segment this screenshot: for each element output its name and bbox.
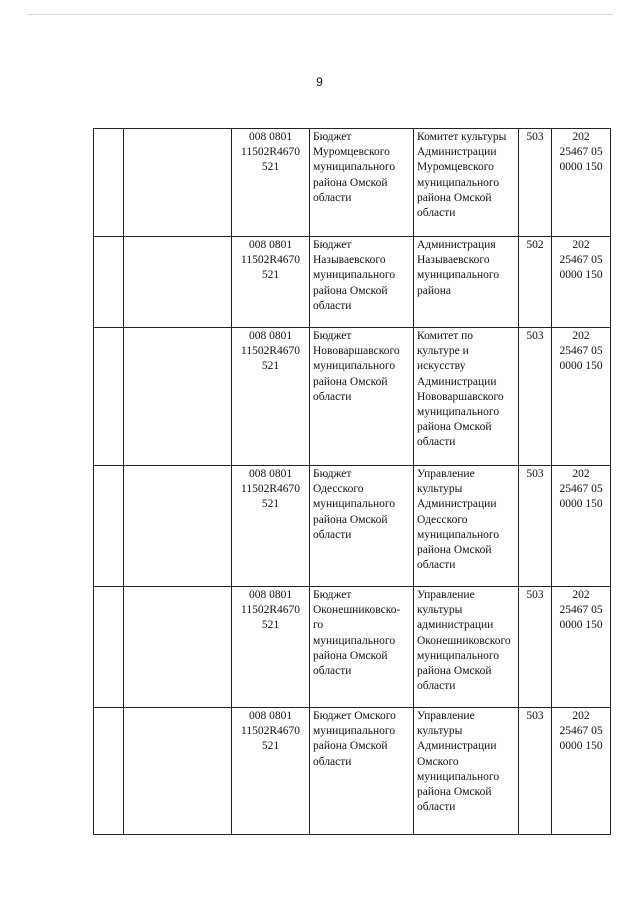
budget-code-cell (232, 587, 310, 708)
cell-text-line: го (313, 619, 324, 632)
cell-text-line: культуры (417, 483, 463, 496)
cell-text-line: района Омской (313, 513, 388, 526)
empty-cell (94, 466, 124, 587)
cell-text-line: Называевского (417, 254, 490, 267)
cell-text-line: 11502R4670 (241, 345, 300, 358)
revenue-code-cell (552, 708, 611, 835)
cell-text-line: муниципального (417, 176, 500, 189)
cell-text-line: области (417, 801, 456, 814)
empty-cell (124, 466, 232, 587)
recipient-budget-cell (310, 237, 414, 328)
cell-text-line: 11502R4670 (241, 604, 300, 617)
administrator-cell (414, 587, 519, 708)
table-row (94, 328, 611, 466)
cell-text-line: Управление (417, 589, 475, 601)
empty-cell (94, 708, 124, 835)
cell-text-line: Администрации (417, 375, 497, 388)
admin-code-cell: 503 (519, 129, 552, 237)
recipient-budget-cell (310, 129, 414, 237)
cell-text-line: Комитет по (417, 330, 473, 342)
cell-text-line: 25467 05 (559, 483, 603, 496)
cell-text-line: 11502R4670 (241, 146, 300, 159)
cell-text-line: 202 (572, 589, 590, 601)
cell-text-line: района Омской (313, 375, 388, 388)
cell-text-line: района Омской (313, 649, 388, 662)
cell-text-line: 202 (572, 239, 590, 251)
cell-text-line: Называевского (313, 254, 386, 267)
budget-code-cell (232, 129, 310, 237)
budget-code-cell (232, 328, 310, 466)
cell-text-line: 0000 150 (559, 161, 603, 174)
cell-text-line: культуры (417, 604, 463, 617)
budget-code-cell (232, 708, 310, 835)
cell-text-line: Нововаршавского (417, 390, 504, 403)
cell-text-line: района Омской (417, 665, 492, 678)
cell-text-line: района Омской (417, 786, 492, 799)
cell-text-line: муниципального (313, 161, 396, 174)
table-row (94, 466, 611, 587)
cell-text-line: Бюджет (313, 468, 352, 480)
table-row (94, 237, 611, 328)
empty-cell (124, 587, 232, 708)
recipient-budget-cell (310, 466, 414, 587)
administrator-cell (414, 237, 519, 328)
cell-text-line: муниципального (417, 770, 500, 783)
cell-text-line: Бюджет (313, 239, 352, 251)
cell-text-line: 521 (261, 161, 280, 174)
cell-text-line: области (313, 299, 352, 312)
cell-text-line: Одесского (417, 513, 468, 526)
cell-text-line: муниципального (313, 634, 396, 647)
empty-cell (124, 328, 232, 466)
admin-code-cell: 503 (519, 466, 552, 587)
cell-text-line: 11502R4670 (241, 254, 300, 267)
recipient-budget-cell (310, 587, 414, 708)
cell-text-line: района Омской (417, 421, 492, 434)
empty-cell (94, 237, 124, 328)
cell-text-line: района Омской (417, 544, 492, 557)
allocation-table (93, 128, 611, 835)
cell-text-line: Оконешниковско- (313, 604, 401, 617)
cell-text-line: района (417, 284, 452, 297)
administrator-cell (414, 328, 519, 466)
cell-text-line: 0000 150 (559, 740, 603, 753)
cell-text-line: района Омской (313, 176, 388, 189)
recipient-budget-cell (310, 708, 414, 835)
cell-text-line: 008 0801 (248, 468, 293, 480)
recipient-budget-cell (310, 328, 414, 466)
revenue-code-cell (552, 129, 611, 237)
cell-text-line: Бюджет (313, 589, 352, 601)
cell-text-line: района Омской (417, 191, 492, 204)
cell-text-line: района Омской (313, 740, 388, 753)
administrator-cell (414, 708, 519, 835)
cell-text-line: района Омской (313, 284, 388, 297)
cell-text-line: 11502R4670 (241, 725, 300, 738)
cell-text-line: 25467 05 (559, 604, 603, 617)
cell-text-line: Омского (417, 755, 459, 768)
admin-code-cell: 503 (519, 328, 552, 466)
cell-text-line: области (417, 680, 456, 693)
cell-text-line: области (417, 559, 456, 572)
cell-text-line: 521 (261, 619, 280, 632)
cell-text-line: 202 (572, 330, 590, 342)
cell-text-line: Муромцевского (313, 146, 390, 159)
cell-text-line: Оконешниковского (417, 634, 511, 647)
cell-text-line: Администрация (417, 239, 496, 251)
revenue-code-cell (552, 587, 611, 708)
cell-text-line: 25467 05 (559, 725, 603, 738)
cell-text-line: муниципального (417, 406, 500, 419)
cell-text-line: 202 (572, 710, 590, 722)
cell-text-line: муниципального (417, 649, 500, 662)
cell-text-line: муниципального (313, 498, 396, 511)
admin-code-cell: 503 (519, 708, 552, 835)
admin-code-cell: 502 (519, 237, 552, 328)
cell-text-line: области (313, 191, 352, 204)
table-row (94, 129, 611, 237)
cell-text-line: 0000 150 (559, 498, 603, 511)
cell-text-line: Администрации (417, 498, 497, 511)
cell-text-line: муниципального (313, 360, 396, 373)
cell-text-line: Администрации (417, 146, 497, 159)
cell-text-line: 521 (261, 360, 280, 373)
cell-text-line: 202 (572, 468, 590, 480)
revenue-code-cell (552, 328, 611, 466)
table-row (94, 708, 611, 835)
revenue-code-cell (552, 237, 611, 328)
empty-cell (94, 129, 124, 237)
admin-code-cell: 503 (519, 587, 552, 708)
cell-text-line: 521 (261, 740, 280, 753)
empty-cell (94, 328, 124, 466)
cell-text-line: Бюджет Омского (313, 710, 396, 722)
cell-text-line: 008 0801 (248, 131, 293, 143)
cell-text-line: культуры (417, 725, 463, 738)
cell-text-line: муниципального (417, 269, 500, 282)
cell-text-line: Комитет культуры (417, 131, 507, 143)
cell-text-line: 521 (261, 498, 280, 511)
cell-text-line: области (417, 207, 456, 220)
cell-text-line: Бюджет (313, 131, 352, 143)
cell-text-line: 25467 05 (559, 345, 603, 358)
cell-text-line: области (313, 665, 352, 678)
cell-text-line: муниципального (313, 725, 396, 738)
cell-text-line: 25467 05 (559, 146, 603, 159)
cell-text-line: 25467 05 (559, 254, 603, 267)
cell-text-line: 11502R4670 (241, 483, 300, 496)
cell-text-line: Муромцевского (417, 161, 494, 174)
budget-code-cell (232, 466, 310, 587)
cell-text-line: администрации (417, 619, 494, 632)
administrator-cell (414, 129, 519, 237)
cell-text-line: Одесского (313, 483, 364, 496)
empty-cell (124, 708, 232, 835)
cell-text-line: 521 (261, 269, 280, 282)
cell-text-line: области (417, 436, 456, 449)
empty-cell (124, 129, 232, 237)
cell-text-line: Нововаршавского (313, 345, 400, 358)
cell-text-line: 0000 150 (559, 619, 603, 632)
cell-text-line: 008 0801 (248, 239, 293, 251)
cell-text-line: 008 0801 (248, 710, 293, 722)
cell-text-line: муниципального (313, 269, 396, 282)
cell-text-line: 0000 150 (559, 360, 603, 373)
page-number: 9 (316, 75, 323, 89)
cell-text-line: 008 0801 (248, 330, 293, 342)
empty-cell (124, 237, 232, 328)
cell-text-line: Администрации (417, 740, 497, 753)
cell-text-line: Управление (417, 710, 475, 722)
cell-text-line: культуре и (417, 345, 469, 358)
cell-text-line: 0000 150 (559, 269, 603, 282)
cell-text-line: области (313, 528, 352, 541)
cell-text-line: Управление (417, 468, 475, 480)
cell-text-line: 202 (572, 131, 590, 143)
cell-text-line: 008 0801 (248, 589, 293, 601)
cell-text-line: Бюджет (313, 330, 352, 342)
administrator-cell (414, 466, 519, 587)
table-row (94, 587, 611, 708)
cell-text-line: области (313, 390, 352, 403)
cell-text-line: муниципального (417, 528, 500, 541)
revenue-code-cell (552, 466, 611, 587)
top-scan-rule (28, 14, 613, 15)
budget-code-cell (232, 237, 310, 328)
cell-text-line: искусству (417, 360, 466, 373)
empty-cell (94, 587, 124, 708)
cell-text-line: области (313, 755, 352, 768)
